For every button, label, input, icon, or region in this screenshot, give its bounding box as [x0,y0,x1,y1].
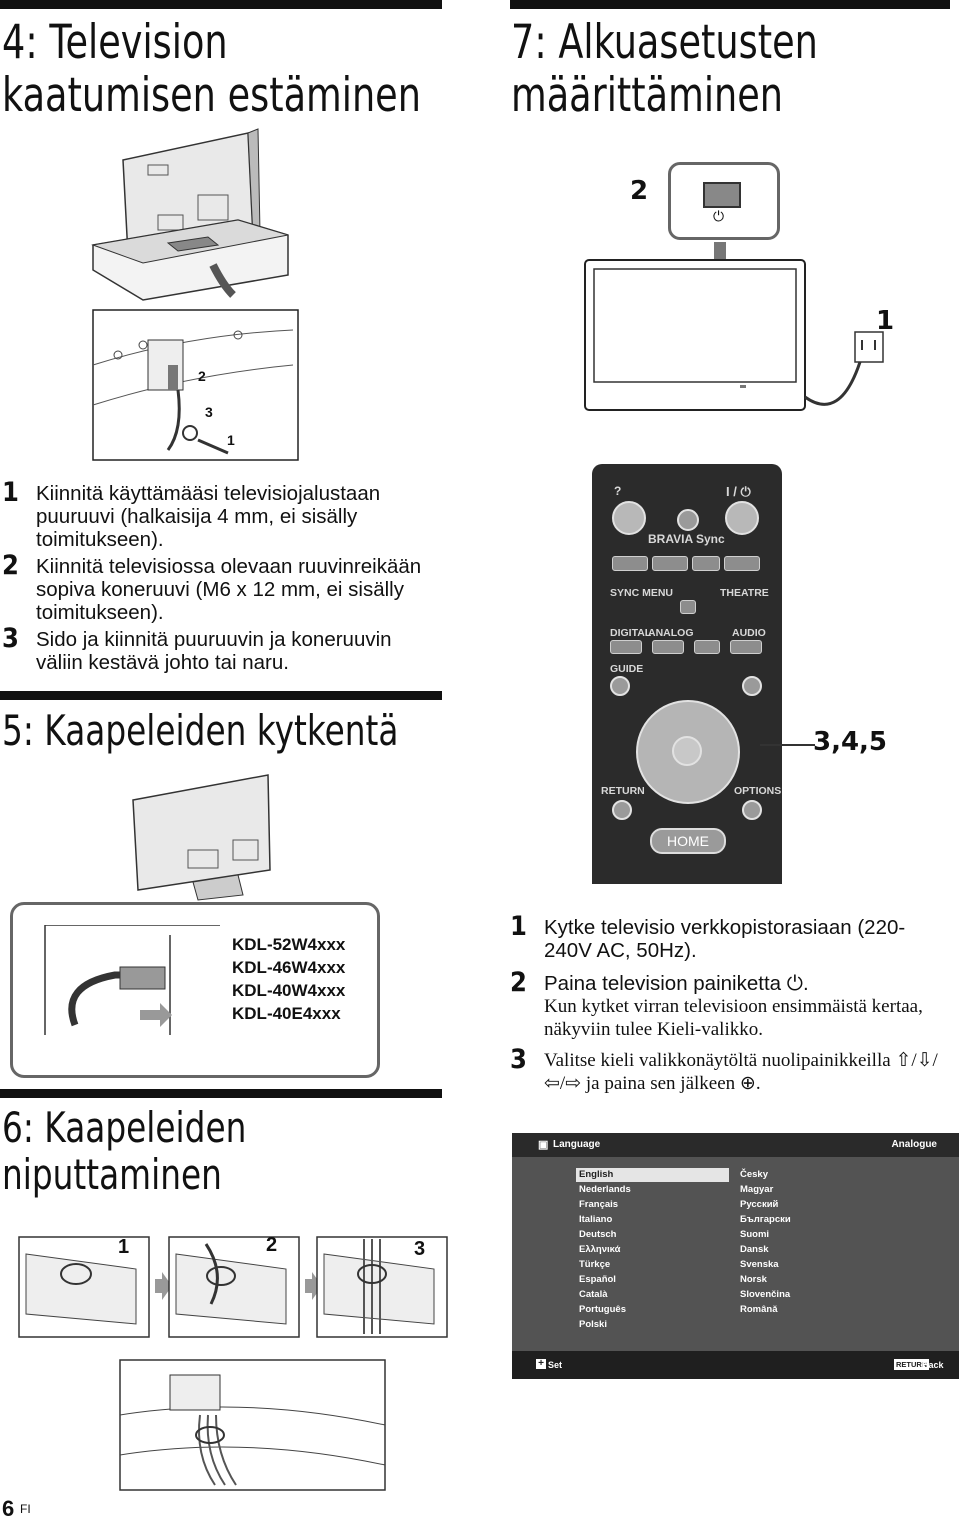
power-cord-illustration [40,925,220,1050]
power-button [703,182,741,208]
language-option[interactable]: Català [579,1289,608,1300]
language-option[interactable]: Español [579,1274,616,1285]
language-option[interactable]: Français [579,1199,619,1210]
enter-key-icon: + [536,1359,546,1369]
sync-menu-label: SYNC MENU [610,587,674,599]
fig6-label-1: 1 [118,1236,130,1258]
language-option[interactable]: Ελληνικά [579,1244,621,1255]
language-option[interactable]: Português [579,1304,626,1315]
language-option[interactable]: Nederlands [579,1184,631,1195]
audio-button[interactable] [730,640,762,654]
language-option[interactable]: English [576,1168,729,1182]
model-list [232,933,345,1025]
language-option[interactable]: Svenska [740,1259,779,1270]
tv-front-illustration [580,232,900,432]
fig6-label-2: 2 [266,1234,278,1256]
analog-button[interactable] [652,640,684,654]
section-7-rule [510,0,950,9]
step-text-after: ja paina sen jälkeen [585,1073,736,1094]
step-2 [510,967,950,1041]
rewind-button[interactable] [612,556,648,571]
guide-label: GUIDE [610,663,644,675]
subtitle-button[interactable] [694,640,720,654]
callout-3-4-5: 3,4,5 [813,727,888,757]
audio-label: AUDIO [732,627,766,639]
page-number: 6 [2,1496,15,1521]
power-icon: ⏻. [786,972,809,995]
language-option[interactable]: Norsk [740,1274,767,1285]
toolbox-icon: ▣ [538,1139,549,1151]
model-item: KDL-40W4xxx [232,981,346,1000]
step-text: Kiinnitä käyttämääsi televisiojalustaan puuruuvi (halkaisija 4 mm, ei sisälly toimitukseen). [36,482,381,551]
fig4-label-2: 2 [198,368,206,384]
cable-bundling-steps-illustration [16,1234,456,1344]
arrow-keys-icon: ⇧/⇩/⇦/⇨ [544,1050,938,1094]
theatre-label: THEATRE [720,587,769,599]
step-1 [2,477,442,551]
language-option[interactable]: Magyar [740,1184,774,1195]
step-number: 1 [2,477,19,508]
input-button[interactable] [677,509,699,531]
step-text: Sido ja kiinnitä puuruuvin ja koneruuvin väliin kestävä johto tai naru. [36,628,392,674]
step-text: Kiinnitä televisiossa olevaan ruuvinreikään sopiva koneruuvi (M6 x 12 mm, ei sisälly toimitukseen). [36,555,422,624]
bundled-cables-illustration [115,1355,390,1495]
model-item: KDL-52W4xxx [232,935,346,954]
analog-label: ANALOG [648,627,694,639]
language-option[interactable]: Deutsch [579,1229,617,1240]
bravia-sync-label: BRAVIA Sync [648,532,725,546]
tv-rear-illustration [128,770,278,902]
language-option[interactable]: Dansk [740,1244,769,1255]
language-option[interactable]: Български [740,1214,791,1225]
menu-header [512,1133,959,1157]
step-number: 2 [2,550,19,581]
digital-button[interactable] [610,640,642,654]
language-option[interactable]: Polski [579,1319,607,1330]
language-option[interactable]: Русский [740,1199,779,1210]
section-6-heading: 6: Kaapeleiden niputtaminen [2,1103,247,1200]
model-item: KDL-40E4xxx [232,1004,341,1023]
step-text: Valitse kieli valikkonäytöltä nuolipainikkeilla [544,1050,891,1071]
step-number: 3 [2,623,19,654]
section-4-rule [0,0,442,9]
section-5-heading: 5: Kaapeleiden kytkentä [2,706,399,755]
fig4-label-3: 3 [205,404,213,420]
pause-button[interactable] [692,556,720,571]
menu-footer [512,1351,959,1379]
step-text: Kytke televisio verkkopistorasiaan (220-240V AC, 50Hz). [544,916,906,962]
screw-detail-illustration [88,305,308,470]
section-5-rule [0,691,442,700]
footer-set-label: Set [548,1360,563,1370]
stop-button[interactable] [680,600,696,614]
section-7-heading: 7: Alkuasetusten määrittäminen [511,15,818,124]
page-language: FI [20,1502,31,1516]
step-3: 3 Valitse kieli valikkonäytöltä nuolipainikkeilla ⇧/⇩/⇦/⇨ ja paina sen jälkeen ⊕. [510,1044,938,1094]
home-button[interactable]: HOME [650,828,726,854]
language-option[interactable]: Română [740,1304,778,1315]
step-note: Kun kytket virran televisioon ensimmäistä kertaa, näkyviin tulee Kieli-valikko. [544,996,923,1040]
options-label: OPTIONS [734,785,782,797]
remote-control [592,464,782,884]
text-button[interactable] [742,676,762,696]
guide-button[interactable] [610,676,630,696]
language-option[interactable]: Italiano [579,1214,613,1225]
language-list-panel [512,1157,959,1351]
remote-callout-line [760,744,815,746]
language-option[interactable]: Türkçe [579,1259,611,1270]
tv-on-stand-illustration [88,125,303,315]
callout-2: 2 [630,176,649,206]
help-question-label: ? [614,484,622,498]
menu-title: Language [553,1139,601,1150]
menu-mode: Analogue [891,1139,937,1150]
step-number: 1 [510,911,527,942]
sync-button[interactable] [612,501,646,535]
step-2 [2,550,442,624]
step-1 [510,911,950,962]
language-option[interactable]: Česky [740,1169,768,1180]
language-option[interactable]: Suomi [740,1229,770,1240]
footer-back-label: Back [922,1360,944,1370]
callout-1: 1 [876,306,895,336]
power-button-remote[interactable] [725,501,759,535]
enter-button[interactable] [672,736,702,766]
step-number: 2 [510,967,527,998]
digital-label: DIGITAL [610,627,652,639]
step-text: Paina television painiketta [544,972,782,995]
section-4-steps [2,477,442,678]
power-icon: ⏻ [713,208,725,224]
return-key-badge: RETURN [896,1360,928,1369]
forward-button[interactable] [724,556,760,571]
section-7-steps [510,911,950,1099]
options-button[interactable] [742,800,762,820]
step-3 [2,623,442,674]
power-symbol-label: I / ⏻ [726,484,751,499]
section-4-heading: 4: Television kaatumisen estäminen [2,15,421,124]
return-label: RETURN [601,785,645,797]
fig4-label-1: 1 [227,432,235,448]
fig6-label-3: 3 [414,1238,426,1260]
return-button[interactable] [612,800,632,820]
step-number: 3 [510,1044,527,1075]
enter-icon: ⊕ [739,1073,756,1094]
model-item: KDL-46W4xxx [232,958,346,977]
section-6-rule [0,1089,442,1098]
play-button[interactable] [652,556,688,571]
language-menu-screen [512,1133,959,1379]
language-option[interactable]: Slovenčina [740,1289,791,1300]
